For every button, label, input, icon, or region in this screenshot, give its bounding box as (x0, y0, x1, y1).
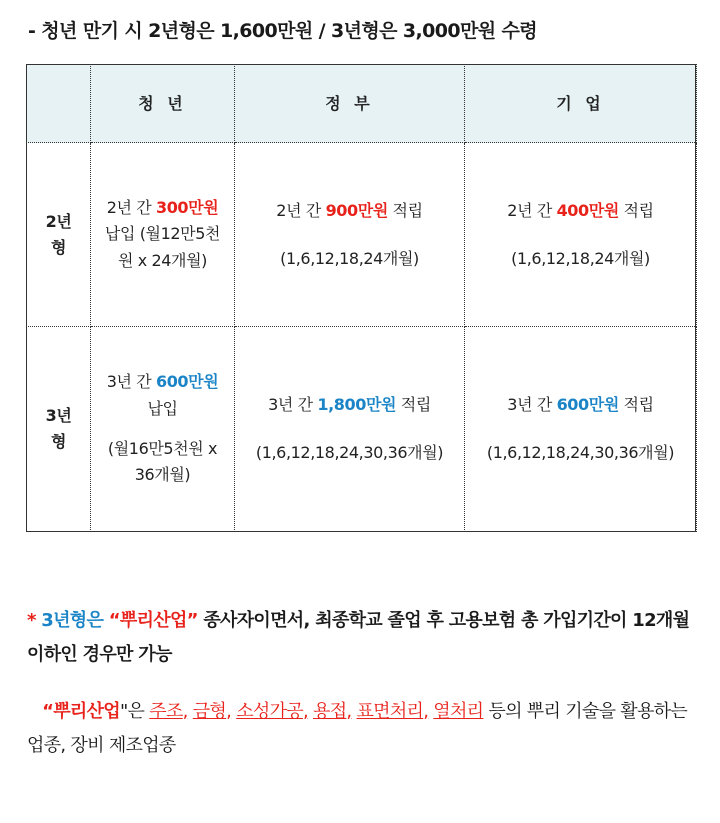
eligibility-note (27, 604, 697, 672)
gov-post: 적립 (396, 395, 431, 415)
youth-amount: 300만원 (155, 197, 219, 217)
corp-months: (1,6,12,18,24,30,36개월) (486, 443, 675, 462)
industry-item: 표면처리 (356, 701, 424, 722)
section-heading: - 청년 만기 시 2년형은 1,600만원 / 3년형은 3,000만원 수령 (28, 20, 538, 42)
corp-amount: 600만원 (556, 395, 619, 415)
gov-months: (1,6,12,18,24개월) (280, 248, 419, 268)
industry-item: 열처리 (433, 701, 484, 722)
youth-pre: 3년 간 (106, 372, 156, 392)
cell-gov-2year (235, 143, 465, 327)
youth-pre: 2년 간 (106, 197, 156, 217)
row-label-line2: 형 (50, 237, 67, 257)
gov-pre: 2년 간 (276, 200, 326, 220)
row-label-3year (27, 327, 91, 532)
note-star: * (27, 610, 36, 631)
header-government: 정 부 (235, 65, 465, 143)
para-quote: “뿌리산업 (42, 701, 120, 722)
note-quote: “뿌리산업” (108, 610, 198, 631)
corp-post: 적립 (618, 200, 654, 220)
youth-post: 납입 (147, 398, 178, 418)
para-quote-end: "은 (119, 701, 145, 722)
cell-corp-3year (465, 327, 697, 532)
note-rest: 종사자이면서, 최종학교 졸업 후 고용보험 총 가입기간이 12개월 이하인 경우만 가능 (27, 610, 690, 665)
industry-item: 주조 (149, 701, 183, 722)
cell-youth-3year (91, 327, 235, 532)
industry-item: 금형 (192, 701, 227, 722)
cell-youth-2year (91, 143, 235, 327)
table-row-3year (27, 327, 697, 532)
corp-amount: 400만원 (556, 200, 619, 220)
gov-post: 적립 (387, 200, 423, 220)
corp-months: (1,6,12,18,24개월) (511, 248, 650, 268)
row-label-line1: 2년 (45, 211, 72, 231)
gov-pre: 3년 간 (268, 395, 318, 415)
header-youth: 청 년 (91, 65, 235, 143)
header-empty (27, 65, 91, 143)
industry-item: 소성가공 (236, 701, 303, 722)
cell-gov-3year (235, 327, 465, 532)
gov-amount: 1,800만원 (317, 395, 397, 415)
note-type: 3년형은 (41, 610, 104, 631)
gov-months: (1,6,12,18,24,30,36개월) (255, 443, 444, 462)
youth-detail: (월16만5천원 x 36개월) (107, 439, 218, 485)
para-rest: 등의 뿌리 기술을 활용하는 업종, 장비 제조업종 (27, 701, 688, 756)
row-label-2year (27, 143, 91, 327)
corp-pre: 2년 간 (507, 200, 557, 220)
root-industry-definition: “뿌리산업"은 주조, 금형, 소성가공, 용접, 표면처리, 열처리 등의 뿌리 기술을 활용하는 업종, 장비 제조업종 (27, 701, 688, 756)
table-header-row (27, 65, 697, 143)
savings-table (26, 64, 697, 532)
corp-post: 적립 (618, 395, 654, 415)
youth-amount: 600만원 (155, 372, 219, 392)
youth-post: 납입 (월12만5천원 x 24개월) (104, 224, 221, 270)
row-label-line1: 3년 (45, 406, 72, 426)
gov-amount: 900만원 (325, 200, 388, 220)
row-label-line2: 형 (50, 432, 67, 451)
industry-item: 용접 (313, 701, 347, 722)
corp-pre: 3년 간 (507, 395, 557, 415)
table-row-2year (27, 143, 697, 327)
cell-corp-2year (465, 143, 697, 327)
header-company: 기 업 (465, 65, 697, 143)
